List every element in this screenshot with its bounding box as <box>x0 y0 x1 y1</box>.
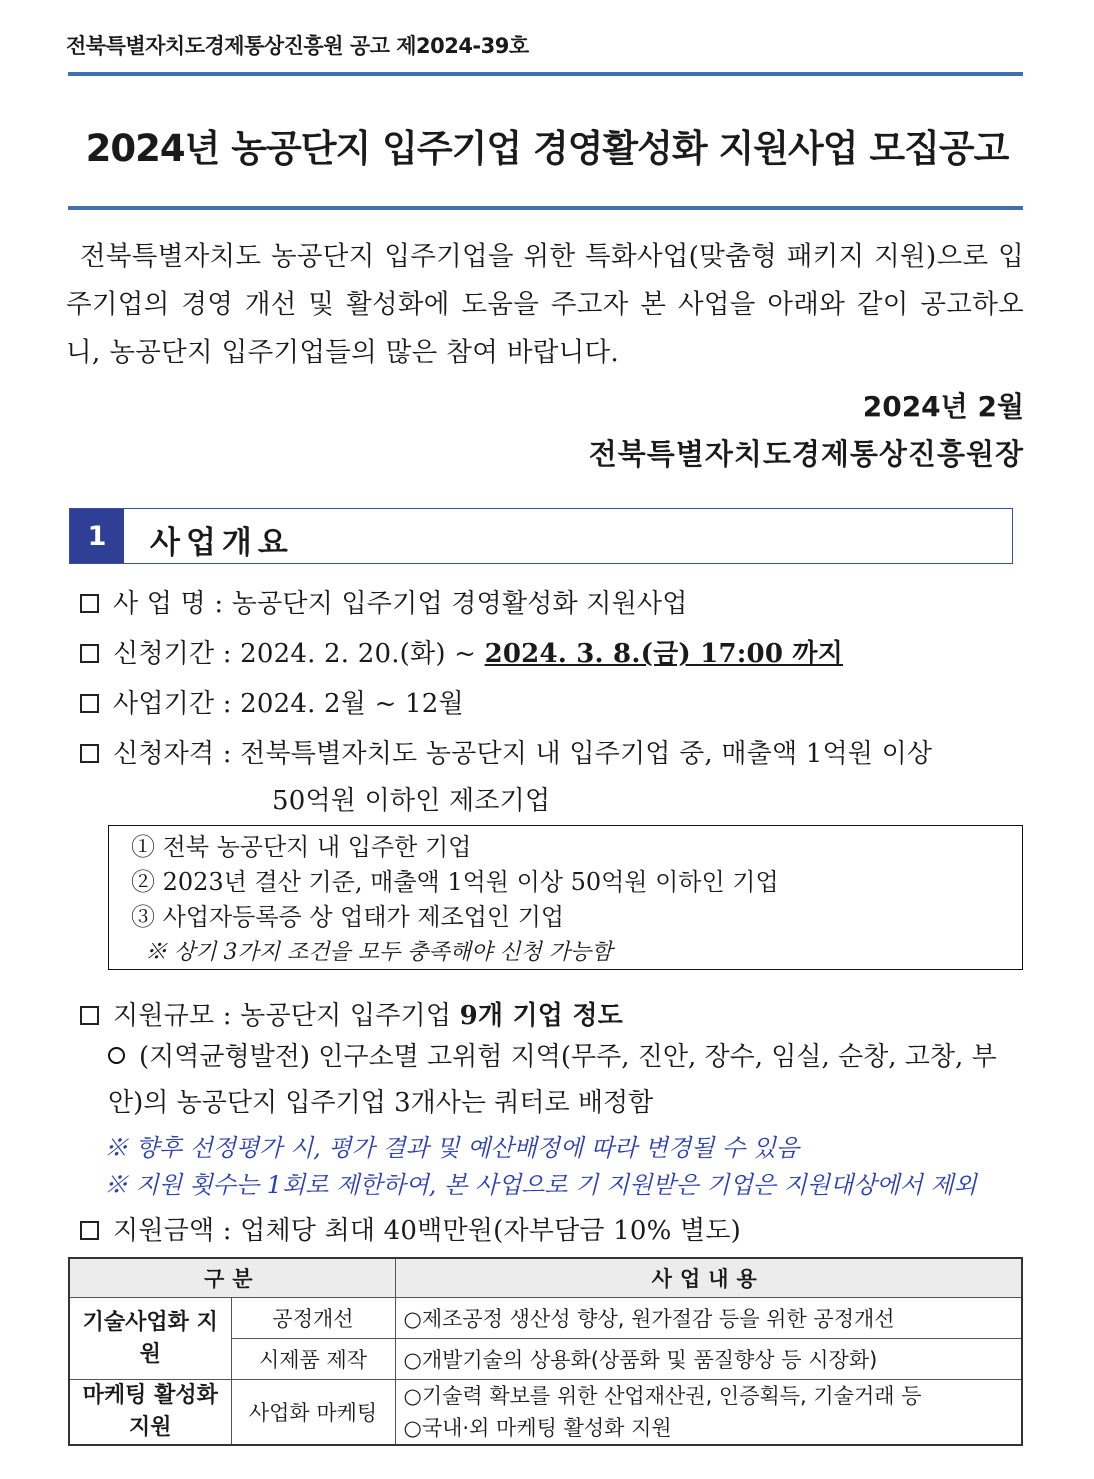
content-cell: ○개발기술의 상용화(상품화 및 품질향상 등 시장화) <box>395 1339 1022 1380</box>
circle-bullet-icon <box>108 1047 125 1064</box>
item-eligibility <box>80 733 932 770</box>
section-title: 사업개요 <box>150 525 294 561</box>
application-period-text: 신청기간 : 2024. 2. 20.(화) ~ <box>113 639 485 669</box>
issuer-name: 전북특별자치도경제통상진흥원장 <box>588 437 1024 471</box>
support-amount-text: 지원금액 : 업체당 최대 40백만원(자부담금 10% 별도) <box>113 1216 741 1246</box>
section-header <box>69 508 1013 564</box>
title-divider <box>68 206 1023 210</box>
top-divider <box>68 72 1023 76</box>
checkbox-square-icon <box>80 1221 99 1240</box>
intro-text: 전북특별자치도 농공단지 입주기업을 위한 특화사업(맞춤형 패키지 지원)으로 입주기업의 경영 개선 및 활성화에 도움을 주고자 본 사업을 아래와 같이 공고하오니, 농공단지 입주기업들의 많은 참여 바랍니다. <box>66 241 1024 368</box>
content-line: ○기술력 확보를 위한 산업재산권, 인증획득, 기술거래 등 <box>403 1384 922 1408</box>
intro-paragraph <box>66 233 1024 377</box>
note-limit: ※ 지원 횟수는 1회로 제한하여, 본 사업으로 기 지원받은 기업은 지원대상에서 제외 <box>104 1171 977 1199</box>
item-support-scale <box>80 995 623 1032</box>
support-scale-text: 지원규모 : 농공단지 입주기업 <box>113 1001 460 1031</box>
checkbox-square-icon <box>80 594 99 613</box>
checkbox-square-icon <box>80 1006 99 1025</box>
note-evaluation: ※ 향후 선정평가 시, 평가 결과 및 예산배정에 따라 변경될 수 있음 <box>104 1134 800 1162</box>
page-title: 2024년 농공단지 입주기업 경영활성화 지원사업 모집공고 <box>85 127 1009 170</box>
application-deadline: 2024. 3. 8.(금) 17:00 까지 <box>484 639 844 669</box>
conditions-note: ※ 상기 3가지 조건을 모두 충족해야 신청 가능함 <box>145 940 613 965</box>
condition-item: ② 2023년 결산 기준, 매출액 1억원 이상 50억원 이하인 기업 <box>131 868 779 896</box>
announcement-date: 2024년 2월 <box>862 390 1024 423</box>
item-project-period <box>80 683 464 720</box>
subcategory-cell: 시제품 제작 <box>231 1339 395 1380</box>
support-content-table <box>68 1257 1023 1446</box>
item-application-period <box>80 633 843 670</box>
condition-item: ① 전북 농공단지 내 입주한 기업 <box>131 833 472 861</box>
notice-number: 전북특별자치도경제통상진흥원 공고 제2024-39호 <box>66 34 529 58</box>
table-header-row <box>69 1258 1022 1298</box>
support-scale-count: 9개 기업 정도 <box>459 1001 623 1031</box>
subcategory-cell: 공정개선 <box>231 1298 395 1339</box>
header-category: 구분 <box>69 1258 395 1298</box>
section-number: 1 <box>70 509 124 563</box>
content-cell: ○제조공정 생산성 향상, 원가절감 등을 위한 공정개선 <box>395 1298 1022 1339</box>
item-support-amount <box>80 1210 741 1247</box>
project-period-text: 사업기간 : 2024. 2월 ~ 12월 <box>113 689 464 719</box>
table-row <box>69 1380 1022 1446</box>
item-business-name <box>80 583 688 620</box>
condition-item: ③ 사업자등록증 상 업태가 제조업인 기업 <box>131 903 565 931</box>
quota-bullet <box>108 1034 1026 1126</box>
content-cell <box>395 1380 1022 1446</box>
quota-text: (지역균형발전) 인구소멸 고위험 지역(무주, 진안, 장수, 임실, 순창, 고창, 부안)의 농공단지 입주기업 3개사는 쿼터로 배정함 <box>108 1042 997 1118</box>
header-content: 사업내용 <box>395 1258 1022 1298</box>
category-cell: 기술사업화 지원 <box>69 1298 231 1380</box>
eligibility-text: 신청자격 : 전북특별자치도 농공단지 내 입주기업 중, 매출액 1억원 이상 <box>113 739 933 769</box>
table-row <box>69 1298 1022 1339</box>
eligibility-continuation: 50억원 이하인 제조기업 <box>272 786 551 816</box>
subcategory-cell: 사업화 마케팅 <box>231 1380 395 1446</box>
checkbox-square-icon <box>80 694 99 713</box>
checkbox-square-icon <box>80 644 99 663</box>
business-name-text: 사 업 명 : 농공단지 입주기업 경영활성화 지원사업 <box>113 589 688 619</box>
content-line: ○국내·외 마케팅 활성화 지원 <box>403 1416 672 1440</box>
checkbox-square-icon <box>80 744 99 763</box>
conditions-box <box>108 825 1023 970</box>
category-cell: 마케팅 활성화 지원 <box>69 1380 231 1446</box>
